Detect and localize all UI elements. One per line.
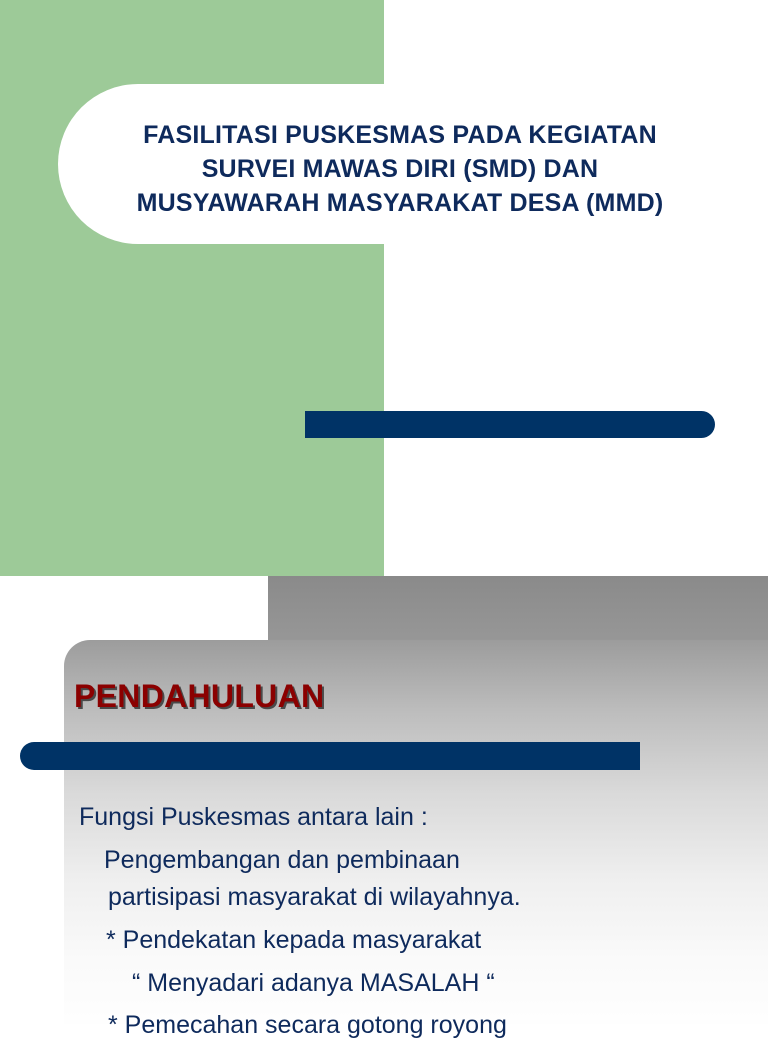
heading-underline-bar [20, 742, 640, 770]
title-line-3: MUSYAWARAH MASYARAKAT DESA (MMD) [136, 189, 664, 217]
decorative-bar [305, 411, 715, 438]
title-line-1: FASILITASI PUSKESMAS PADA KEGIATAN [143, 121, 657, 149]
slide-title [80, 118, 720, 220]
title-line-2: SURVEI MAWAS DIRI (SMD) DAN [201, 155, 599, 183]
body-line-intro: Fungsi Puskesmas antara lain : [79, 803, 428, 831]
section-heading: PENDAHULUAN [74, 678, 325, 714]
quote-line: “ Menyadari adanya MASALAH “ [132, 969, 495, 997]
body-line-2: Pengembangan dan pembinaan [104, 846, 460, 874]
body-line-3: partisipasi masyarakat di wilayahnya. [108, 883, 521, 911]
bullet-line-1: * Pendekatan kepada masyarakat [106, 926, 482, 954]
bullet-line-2: * Pemecahan secara gotong royong [108, 1011, 507, 1039]
slide-2 [0, 576, 768, 1024]
